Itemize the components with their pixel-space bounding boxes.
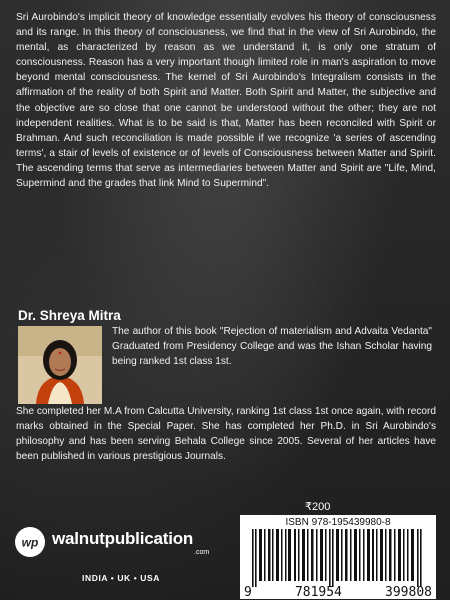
author-name: Dr. Shreya Mitra xyxy=(18,308,121,323)
isbn-barcode xyxy=(240,515,436,599)
isbn-label: ISBN 978-195439980-8 xyxy=(285,517,391,528)
book-blurb: Sri Aurobindo's implicit theory of knowledge essentially evolves his theory of consciousness and its range. In this theory of consciousness, we find that in the view of Sri Aurobindo, the mental, as characterized by reason as we understand it, is only one stratum of consciousness. Reason has a very important though limited role in man's aspiration to move beyond mental consciousness. The kernel of Sri Aurobindo's Integralism consists in the affirmation of the reality of both Spirit and Matter. Both Spirit and Matter, the subjective and the objective are so close that one cannot be understood without the other; they are not independent realities. What is to be said is that, Matter has been reconciled with Spirit or Brahman. And such reconciliation is made possible if we recognize 'a series of ascending terms', a stair of levels of existence or of levels of Consciousness between Matter and Spirit. The ascending terms that serve as intermediaries between Matter and Spirit are "Life, Mind, Supermind and the grades that link Mind to Supermind". xyxy=(16,12,436,190)
price-label: ₹200 xyxy=(305,501,331,513)
barcode-digits-right: 399808 xyxy=(385,585,432,600)
publisher-name: walnutpublication xyxy=(52,529,194,548)
author-bio-intro: The author of this book "Rejection of materialism and Advaita Vedanta" Graduated from Presidency College and was the Ishan Scholar having being ranked 1st class 1st. xyxy=(112,326,432,368)
publisher-domain: .com xyxy=(194,549,210,556)
publisher-locations: INDIA • UK • USA xyxy=(82,573,161,583)
publisher-logo-text: wp xyxy=(21,535,39,550)
barcode-digit-first: 9 xyxy=(244,585,252,600)
publisher-logo-icon xyxy=(14,526,46,558)
author-photo xyxy=(18,326,102,404)
author-bio-details: She completed her M.A from Calcutta University, ranking 1st class 1st once again, with record marks obtained in the Special Paper. She has completed her Ph.D. in Sri Aurobindo's philosophy and has been serving Behala College since 2005. Several of her articles have been published in various prestigious Journals. xyxy=(16,406,436,463)
barcode-digits xyxy=(244,585,432,600)
barcode-bars xyxy=(250,529,426,587)
barcode-digits-left: 781954 xyxy=(294,585,342,600)
